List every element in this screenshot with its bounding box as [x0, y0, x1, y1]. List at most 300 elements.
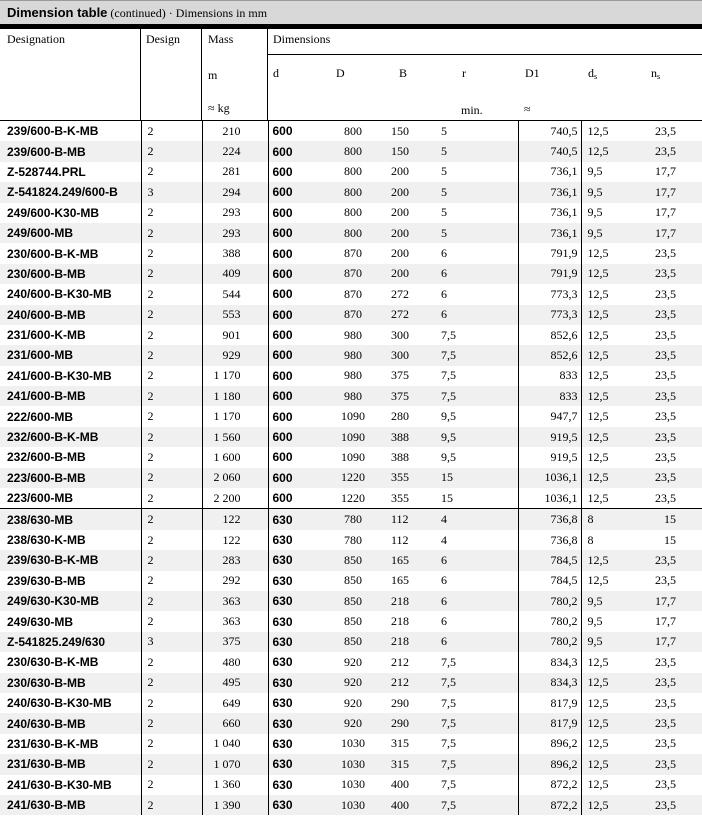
cell-mass: 649 [202, 693, 268, 713]
cell-d: 600 [268, 488, 323, 509]
r-min-note: min. [461, 103, 483, 117]
cell-r: 5 [438, 223, 518, 243]
cell-mass: 495 [202, 673, 268, 693]
cell-D1: 740,5 [518, 121, 581, 141]
cell-mass: 929 [202, 345, 268, 365]
cell-d: 600 [268, 325, 323, 345]
cell-B: 112 [383, 509, 438, 530]
cell-design: 2 [141, 162, 202, 182]
cell-ds: 12,5 [581, 305, 641, 325]
cell-D1: 780,2 [518, 591, 581, 611]
table-row [0, 284, 702, 304]
table-title: Dimension table [7, 5, 108, 20]
header-divider [267, 29, 268, 121]
cell-design: 3 [141, 182, 202, 202]
cell-D1: 1036,1 [518, 488, 581, 509]
cell-designation: 241/600-B-MB [0, 386, 141, 406]
cell-ds: 9,5 [581, 632, 641, 652]
cell-mass: 1 070 [202, 754, 268, 774]
cell-ns: 23,5 [641, 488, 702, 509]
cell-r: 7,5 [438, 386, 518, 406]
cell-D: 980 [323, 345, 383, 365]
cell-d: 630 [268, 591, 323, 611]
cell-design: 2 [141, 693, 202, 713]
cell-mass: 292 [202, 571, 268, 591]
cell-design: 2 [141, 386, 202, 406]
cell-ds: 12,5 [581, 571, 641, 591]
cell-mass: 553 [202, 305, 268, 325]
table-row [0, 734, 702, 754]
cell-B: 272 [383, 284, 438, 304]
cell-D1: 947,7 [518, 406, 581, 426]
cell-ds: 12,5 [581, 775, 641, 795]
cell-r: 5 [438, 162, 518, 182]
cell-ds: 12,5 [581, 121, 641, 141]
cell-d: 600 [268, 141, 323, 161]
cell-d: 630 [268, 754, 323, 774]
cell-designation: 232/600-B-K-MB [0, 427, 141, 447]
cell-d: 600 [268, 386, 323, 406]
cell-design: 2 [141, 141, 202, 161]
cell-B: 290 [383, 713, 438, 733]
cell-r: 5 [438, 203, 518, 223]
cell-design: 2 [141, 795, 202, 815]
cell-D1: 784,5 [518, 571, 581, 591]
cell-designation: 238/630-K-MB [0, 530, 141, 550]
cell-ds: 12,5 [581, 550, 641, 570]
cell-D: 850 [323, 550, 383, 570]
table-row [0, 571, 702, 591]
cell-designation: 230/630-B-MB [0, 673, 141, 693]
cell-D: 1090 [323, 427, 383, 447]
cell-design: 2 [141, 468, 202, 488]
cell-designation: 239/630-B-MB [0, 571, 141, 591]
cell-D1: 791,9 [518, 243, 581, 263]
cell-D: 980 [323, 325, 383, 345]
cell-ds: 12,5 [581, 284, 641, 304]
cell-r: 6 [438, 284, 518, 304]
cell-D1: 817,9 [518, 693, 581, 713]
table-row [0, 795, 702, 815]
cell-D1: 919,5 [518, 447, 581, 467]
cell-D: 1220 [323, 488, 383, 509]
cell-mass: 210 [202, 121, 268, 141]
cell-designation: 249/630-MB [0, 611, 141, 631]
cell-designation: 223/600-B-MB [0, 468, 141, 488]
cell-B: 315 [383, 734, 438, 754]
cell-mass: 1 360 [202, 775, 268, 795]
cell-D1: 780,2 [518, 611, 581, 631]
col-d-header: d [273, 66, 279, 80]
cell-B: 400 [383, 775, 438, 795]
cell-d: 600 [268, 427, 323, 447]
cell-ns: 23,5 [641, 386, 702, 406]
cell-r: 9,5 [438, 427, 518, 447]
cell-B: 375 [383, 366, 438, 386]
header-divider [140, 29, 141, 121]
cell-ns: 23,5 [641, 693, 702, 713]
cell-B: 200 [383, 243, 438, 263]
cell-r: 4 [438, 530, 518, 550]
cell-r: 6 [438, 571, 518, 591]
cell-D: 920 [323, 673, 383, 693]
cell-designation: 230/630-B-K-MB [0, 652, 141, 672]
mass-symbol: m [208, 68, 218, 82]
cell-design: 2 [141, 734, 202, 754]
cell-D: 780 [323, 509, 383, 530]
cell-design: 2 [141, 284, 202, 304]
cell-ds: 12,5 [581, 713, 641, 733]
cell-d: 600 [268, 468, 323, 488]
cell-mass: 1 040 [202, 734, 268, 754]
cell-ns: 17,7 [641, 591, 702, 611]
cell-B: 290 [383, 693, 438, 713]
cell-d: 630 [268, 509, 323, 530]
cell-designation: 232/600-B-MB [0, 447, 141, 467]
dimensions-header-rule [268, 54, 702, 55]
cell-design: 2 [141, 325, 202, 345]
cell-d: 630 [268, 795, 323, 815]
cell-designation: 240/630-B-K30-MB [0, 693, 141, 713]
cell-ns: 23,5 [641, 121, 702, 141]
cell-ns: 23,5 [641, 141, 702, 161]
cell-mass: 1 170 [202, 406, 268, 426]
cell-D: 870 [323, 305, 383, 325]
cell-designation: 231/600-MB [0, 345, 141, 365]
cell-ds: 9,5 [581, 591, 641, 611]
cell-D1: 736,8 [518, 509, 581, 530]
cell-design: 2 [141, 530, 202, 550]
cell-D: 850 [323, 571, 383, 591]
cell-design: 2 [141, 591, 202, 611]
cell-r: 6 [438, 243, 518, 263]
cell-design: 2 [141, 611, 202, 631]
table-row [0, 673, 702, 693]
cell-d: 600 [268, 264, 323, 284]
cell-ns: 23,5 [641, 795, 702, 815]
cell-mass: 544 [202, 284, 268, 304]
cell-B: 150 [383, 141, 438, 161]
cell-d: 630 [268, 530, 323, 550]
cell-designation: 238/630-MB [0, 509, 141, 530]
cell-D: 920 [323, 693, 383, 713]
mass-unit: ≈ kg [208, 101, 230, 115]
cell-design: 2 [141, 223, 202, 243]
cell-design: 2 [141, 366, 202, 386]
cell-B: 355 [383, 468, 438, 488]
cell-ns: 23,5 [641, 366, 702, 386]
cell-B: 165 [383, 550, 438, 570]
cell-designation: 239/630-B-K-MB [0, 550, 141, 570]
cell-D: 1220 [323, 468, 383, 488]
cell-ns: 23,5 [641, 571, 702, 591]
cell-B: 200 [383, 223, 438, 243]
cell-ds: 12,5 [581, 243, 641, 263]
cell-r: 7,5 [438, 754, 518, 774]
cell-design: 2 [141, 345, 202, 365]
table-row [0, 203, 702, 223]
cell-mass: 224 [202, 141, 268, 161]
cell-ds: 12,5 [581, 406, 641, 426]
cell-d: 600 [268, 447, 323, 467]
table-row [0, 182, 702, 202]
table-row [0, 264, 702, 284]
cell-ds: 8 [581, 509, 641, 530]
col-designation-header: Designation [7, 32, 65, 46]
cell-d: 600 [268, 345, 323, 365]
cell-r: 7,5 [438, 713, 518, 733]
cell-mass: 480 [202, 652, 268, 672]
table-row [0, 713, 702, 733]
title-separator: · [168, 6, 173, 20]
table-row [0, 386, 702, 406]
cell-D1: 834,3 [518, 673, 581, 693]
cell-B: 200 [383, 182, 438, 202]
cell-D1: 773,3 [518, 284, 581, 304]
cell-designation: Z-541825.249/630 [0, 632, 141, 652]
cell-mass: 2 060 [202, 468, 268, 488]
cell-ds: 12,5 [581, 345, 641, 365]
cell-d: 600 [268, 284, 323, 304]
cell-D: 980 [323, 386, 383, 406]
col-design-header: Design [146, 32, 180, 46]
cell-B: 300 [383, 325, 438, 345]
cell-B: 218 [383, 611, 438, 631]
cell-D1: 780,2 [518, 632, 581, 652]
cell-d: 630 [268, 693, 323, 713]
cell-mass: 2 200 [202, 488, 268, 509]
col-r-header: r [462, 66, 466, 80]
cell-designation: 249/600-K30-MB [0, 203, 141, 223]
cell-B: 200 [383, 264, 438, 284]
cell-ns: 17,7 [641, 203, 702, 223]
dimension-table [0, 121, 702, 815]
cell-mass: 660 [202, 713, 268, 733]
cell-r: 9,5 [438, 447, 518, 467]
cell-d: 630 [268, 775, 323, 795]
cell-D: 870 [323, 243, 383, 263]
cell-design: 2 [141, 264, 202, 284]
cell-ds: 12,5 [581, 264, 641, 284]
cell-d: 630 [268, 673, 323, 693]
cell-ns: 23,5 [641, 427, 702, 447]
cell-d: 600 [268, 203, 323, 223]
cell-D1: 817,9 [518, 713, 581, 733]
cell-mass: 375 [202, 632, 268, 652]
cell-mass: 901 [202, 325, 268, 345]
table-title-continued: (continued) [110, 6, 166, 20]
table-row [0, 488, 702, 509]
cell-r: 5 [438, 141, 518, 161]
cell-D: 1090 [323, 406, 383, 426]
cell-r: 7,5 [438, 693, 518, 713]
cell-B: 300 [383, 345, 438, 365]
cell-designation: 241/600-B-K30-MB [0, 366, 141, 386]
cell-B: 200 [383, 203, 438, 223]
cell-d: 630 [268, 571, 323, 591]
cell-r: 6 [438, 305, 518, 325]
cell-ns: 23,5 [641, 305, 702, 325]
cell-D1: 736,8 [518, 530, 581, 550]
cell-ds: 12,5 [581, 366, 641, 386]
cell-B: 280 [383, 406, 438, 426]
cell-D: 1030 [323, 795, 383, 815]
cell-D1: 791,9 [518, 264, 581, 284]
table-row [0, 775, 702, 795]
cell-r: 15 [438, 468, 518, 488]
cell-D1: 736,1 [518, 162, 581, 182]
cell-D1: 896,2 [518, 734, 581, 754]
table-row [0, 243, 702, 263]
cell-D: 800 [323, 182, 383, 202]
cell-d: 600 [268, 366, 323, 386]
cell-mass: 294 [202, 182, 268, 202]
cell-D: 800 [323, 223, 383, 243]
cell-designation: 239/600-B-K-MB [0, 121, 141, 141]
cell-ds: 8 [581, 530, 641, 550]
cell-B: 400 [383, 795, 438, 815]
table-row [0, 447, 702, 467]
cell-r: 5 [438, 182, 518, 202]
cell-design: 2 [141, 754, 202, 774]
cell-r: 7,5 [438, 366, 518, 386]
table-row [0, 305, 702, 325]
cell-d: 600 [268, 406, 323, 426]
cell-r: 7,5 [438, 652, 518, 672]
cell-ds: 12,5 [581, 795, 641, 815]
cell-D1: 773,3 [518, 305, 581, 325]
cell-design: 2 [141, 550, 202, 570]
cell-D1: 896,2 [518, 754, 581, 774]
cell-D1: 834,3 [518, 652, 581, 672]
cell-mass: 281 [202, 162, 268, 182]
cell-D: 870 [323, 264, 383, 284]
cell-designation: 231/600-K-MB [0, 325, 141, 345]
cell-D: 800 [323, 141, 383, 161]
cell-designation: 240/630-B-MB [0, 713, 141, 733]
cell-D1: 740,5 [518, 141, 581, 161]
col-D-header: D [336, 66, 345, 80]
cell-d: 600 [268, 223, 323, 243]
cell-mass: 122 [202, 509, 268, 530]
cell-D: 920 [323, 652, 383, 672]
cell-D: 1030 [323, 754, 383, 774]
cell-D: 870 [323, 284, 383, 304]
table-row [0, 652, 702, 672]
cell-B: 218 [383, 591, 438, 611]
D1-approx-note: ≈ [524, 102, 531, 116]
cell-D1: 833 [518, 386, 581, 406]
cell-ds: 9,5 [581, 182, 641, 202]
col-ds-main: d [588, 66, 594, 80]
cell-design: 2 [141, 652, 202, 672]
cell-ds: 12,5 [581, 652, 641, 672]
col-ds-subscript: s [594, 72, 598, 81]
cell-ds: 12,5 [581, 427, 641, 447]
cell-r: 7,5 [438, 673, 518, 693]
cell-mass: 1 390 [202, 795, 268, 815]
cell-ns: 15 [641, 530, 702, 550]
cell-D1: 872,2 [518, 775, 581, 795]
cell-r: 5 [438, 121, 518, 141]
cell-design: 3 [141, 632, 202, 652]
cell-ds: 9,5 [581, 223, 641, 243]
cell-ns: 17,7 [641, 223, 702, 243]
table-row [0, 366, 702, 386]
cell-D1: 833 [518, 366, 581, 386]
table-row [0, 427, 702, 447]
cell-mass: 1 560 [202, 427, 268, 447]
cell-design: 2 [141, 713, 202, 733]
cell-D: 780 [323, 530, 383, 550]
cell-designation: 231/630-B-MB [0, 754, 141, 774]
cell-D: 1090 [323, 447, 383, 467]
cell-B: 272 [383, 305, 438, 325]
cell-ns: 23,5 [641, 673, 702, 693]
cell-design: 2 [141, 427, 202, 447]
cell-B: 165 [383, 571, 438, 591]
cell-B: 212 [383, 673, 438, 693]
cell-mass: 409 [202, 264, 268, 284]
cell-mass: 363 [202, 611, 268, 631]
table-row [0, 754, 702, 774]
cell-B: 355 [383, 488, 438, 509]
cell-ns: 17,7 [641, 182, 702, 202]
cell-B: 388 [383, 427, 438, 447]
cell-d: 600 [268, 182, 323, 202]
cell-r: 15 [438, 488, 518, 509]
cell-mass: 293 [202, 203, 268, 223]
cell-ds: 12,5 [581, 447, 641, 467]
table-row [0, 406, 702, 426]
cell-ns: 23,5 [641, 713, 702, 733]
cell-design: 2 [141, 488, 202, 509]
cell-D: 800 [323, 203, 383, 223]
cell-ns: 23,5 [641, 468, 702, 488]
cell-designation: Z-541824.249/600-B [0, 182, 141, 202]
cell-designation: 230/600-B-K-MB [0, 243, 141, 263]
cell-ns: 23,5 [641, 754, 702, 774]
cell-ds: 12,5 [581, 673, 641, 693]
col-mass-header: Mass [208, 32, 234, 46]
cell-d: 630 [268, 713, 323, 733]
cell-d: 630 [268, 550, 323, 570]
cell-mass: 283 [202, 550, 268, 570]
cell-B: 218 [383, 632, 438, 652]
col-ds-header [588, 66, 597, 81]
cell-r: 6 [438, 611, 518, 631]
cell-designation: 249/600-MB [0, 223, 141, 243]
cell-designation: 223/600-MB [0, 488, 141, 509]
cell-D: 850 [323, 611, 383, 631]
col-ns-subscript: s [657, 72, 661, 81]
cell-design: 2 [141, 775, 202, 795]
cell-ns: 15 [641, 509, 702, 530]
cell-B: 315 [383, 754, 438, 774]
cell-design: 2 [141, 243, 202, 263]
cell-designation: 240/600-B-MB [0, 305, 141, 325]
cell-design: 2 [141, 406, 202, 426]
cell-ds: 12,5 [581, 325, 641, 345]
cell-mass: 122 [202, 530, 268, 550]
cell-r: 7,5 [438, 345, 518, 365]
cell-d: 600 [268, 305, 323, 325]
cell-ds: 12,5 [581, 754, 641, 774]
cell-r: 9,5 [438, 406, 518, 426]
table-row [0, 468, 702, 488]
cell-d: 600 [268, 121, 323, 141]
cell-ns: 23,5 [641, 325, 702, 345]
